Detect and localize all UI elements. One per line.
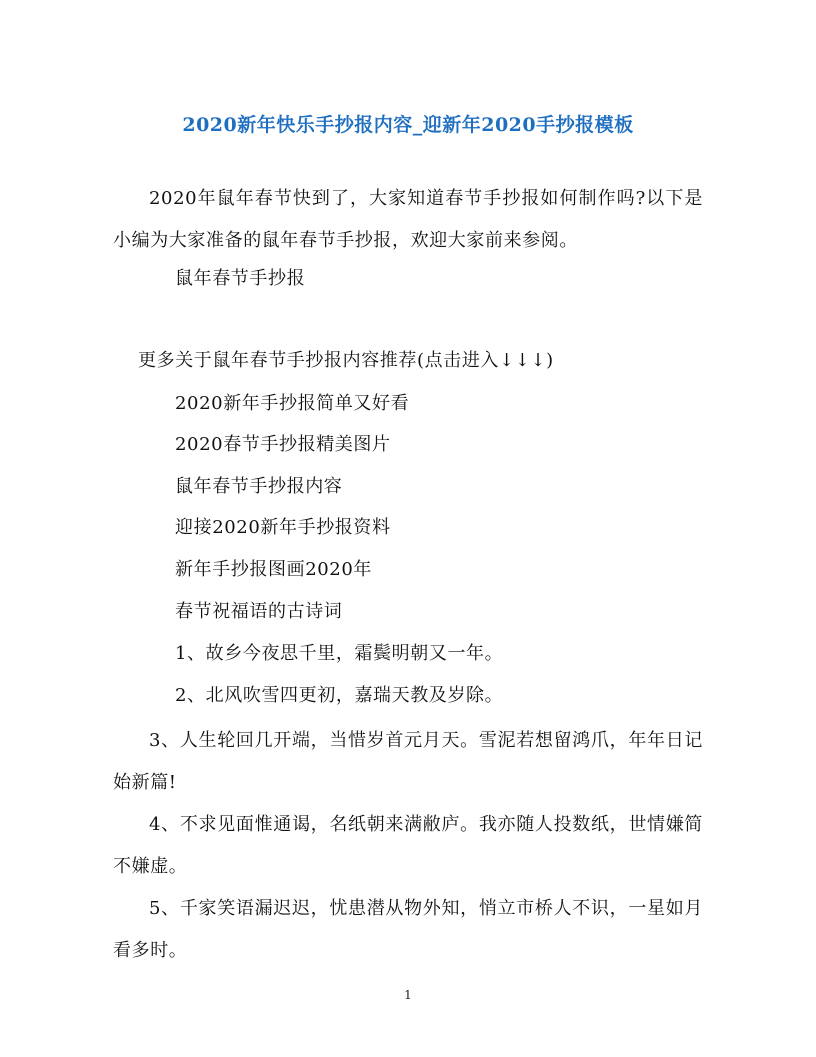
poem-paragraph: 3、人生轮回几开端，当惜岁首元月天。雪泥若想留鸿爪，年年日记始新篇! (113, 730, 703, 793)
recommend-heading: 更多关于鼠年春节手抄报内容推荐(点击进入↓↓↓) (138, 350, 554, 371)
poem-block (113, 720, 703, 972)
intro-paragraph: 2020年鼠年春节快到了，大家知道春节手抄报如何制作吗?以下是小编为大家准备的鼠年春节手抄报，欢迎大家前来参阅。 (113, 188, 703, 251)
link-item[interactable]: 2020新年手抄报简单又好看 (175, 393, 410, 414)
document-title: 2020新年快乐手抄报内容_迎新年2020手抄报模板 (182, 114, 634, 136)
link-item[interactable]: 鼠年春节手抄报内容 (175, 476, 343, 497)
poem-line: 1、故乡今夜思千里，霜鬓明朝又一年。 (175, 643, 504, 664)
page-number: 1 (404, 988, 412, 1002)
link-item[interactable]: 2020春节手抄报精美图片 (175, 434, 391, 455)
link-item[interactable]: 新年手抄报图画2020年 (175, 559, 373, 580)
link-item[interactable]: 春节祝福语的古诗词 (175, 601, 343, 622)
intro-block (113, 178, 703, 262)
image-caption: 鼠年春节手抄报 (175, 268, 306, 289)
poem-line: 2、北风吹雪四更初，嘉瑞天教及岁除。 (175, 685, 504, 706)
link-item[interactable]: 迎接2020新年手抄报资料 (175, 517, 391, 538)
poem-paragraph: 4、不求见面惟通谒，名纸朝来满敝庐。我亦随人投数纸，世情嫌简不嫌虚。 (113, 814, 703, 877)
poem-paragraph: 5、千家笑语漏迟迟，忧患潜从物外知，悄立市桥人不识，一星如月看多时。 (113, 898, 703, 961)
